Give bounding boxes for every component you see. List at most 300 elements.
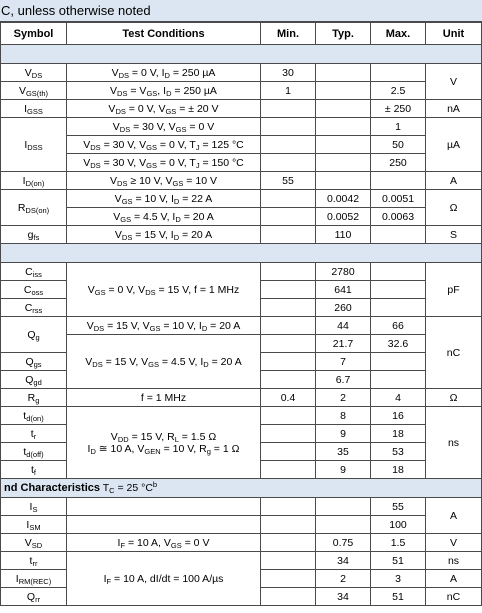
symbol-cell [1,100,67,118]
subscript-text: oss [31,287,44,297]
table-row-trr [1,552,482,570]
text-fragment: Q [27,328,36,341]
subscript-text: rss [32,305,43,315]
symbol-cell [1,353,67,371]
condition-cell [67,335,261,389]
text-fragment: = 0 V, T [156,138,196,151]
text-fragment: V [24,536,32,549]
min-cell [261,136,316,154]
text-fragment: C [24,301,33,314]
text-fragment: I [15,572,19,585]
max-cell: 32.6 [371,335,426,353]
text-fragment: R [27,391,36,404]
electrical-specifications-table [0,22,482,606]
symbol-cell [1,534,67,552]
text-fragment: = 0 V [186,120,215,133]
subscript-text: D [90,446,96,456]
text-fragment: = V [127,84,147,97]
text-fragment: = 15 V, R [128,430,175,443]
subscript-text: r [33,431,37,441]
condition-cell [67,226,261,244]
text-fragment: I [117,536,121,549]
subscript-text: rr [35,594,41,604]
table-row-rdson-2 [1,208,482,226]
condition-cell [67,317,261,335]
subscript-text: iss [32,269,42,279]
text-fragment: = 25 °C [114,482,153,494]
min-cell [261,371,316,389]
min-cell [261,226,316,244]
subscript-text: DS [31,70,43,80]
subscript-text: RM(REC) [18,576,52,586]
symbol-cell [1,516,67,534]
text-fragment: V [113,210,121,223]
subscript-text: d(off) [26,449,44,459]
symbol-cell [1,190,67,226]
text-fragment: V [114,192,122,205]
subscript-text: GS [121,196,133,206]
subscript-text: DS [145,287,156,297]
subscript-text: DS [115,106,126,116]
symbol-cell [1,64,67,82]
subscript-text: GS [120,214,132,224]
typ-cell [316,172,371,190]
text-fragment: R [17,201,26,214]
typ-cell: 641 [316,281,371,299]
typ-cell: 0.0052 [316,208,371,226]
table-row-idss-2 [1,136,482,154]
table-row-idon [1,172,482,190]
unit-cell: nA [426,100,482,118]
min-cell [261,534,316,552]
text-fragment: V [114,228,122,241]
text-fragment: V [86,319,94,332]
col-header-unit: Unit [426,23,482,45]
text-fragment: g [27,228,34,241]
typ-cell [316,498,371,516]
text-fragment: = 20 A [179,228,213,241]
table-row-igss [1,100,482,118]
subscript-text: gd [33,377,42,387]
min-cell [261,317,316,335]
subscript-text: gs [33,359,42,369]
text-fragment: = 0 V, I [129,66,165,79]
subscript-text: J [195,160,200,170]
text-fragment: V [18,84,26,97]
min-cell [261,263,316,281]
text-fragment: = 30 V, V [100,138,147,151]
max-cell [371,226,426,244]
text-fragment: V [111,66,119,79]
text-fragment: C [25,265,33,278]
subscript-text: g [206,446,211,456]
text-fragment: V [85,355,93,368]
spec-table-container [0,22,482,606]
symbol-cell [1,281,67,299]
max-cell [371,172,426,190]
text-fragment: t [29,554,33,567]
text-fragment: = 20 A [208,355,242,368]
min-cell [261,118,316,136]
text-fragment: nd Characteristics [4,482,100,494]
subscript-text: DS [118,70,130,80]
subscript-text: SD [31,540,43,550]
unit-cell: nC [426,317,482,389]
subscript-text: D [175,214,181,224]
symbol-cell [1,425,67,443]
text-fragment: V [110,430,118,443]
table-row-idss-1 [1,118,482,136]
condition-cell [67,263,261,317]
text-fragment: V [24,66,32,79]
symbol-cell [1,588,67,606]
min-cell [261,154,316,172]
min-cell [261,516,316,534]
text-fragment: Q [26,590,36,603]
table-row-rdson-1 [1,190,482,208]
condition-cell [67,552,261,606]
subscript-text: GSS [27,106,43,116]
max-cell [371,353,426,371]
text-fragment: I [24,102,28,115]
text-fragment: V [83,138,91,151]
subscript-text: D(on) [25,178,45,188]
symbol-cell [1,461,67,479]
unit-cell: A [426,498,482,534]
typ-cell: 110 [316,226,371,244]
condition-cell [67,100,261,118]
text-fragment: Q [25,355,34,368]
max-cell [371,299,426,317]
symbol-cell [1,263,67,281]
subscript-text: D [164,70,170,80]
symbol-cell [1,82,67,100]
superscript-text: b [152,480,158,489]
section-dynamic-title [1,244,482,263]
section-static-title [1,45,482,64]
min-cell [261,335,316,353]
text-fragment: V [83,156,91,169]
text-fragment: = 4.5 V, I [159,355,204,368]
text-fragment: t [30,463,34,476]
text-fragment: = 30 V, V [130,120,176,133]
typ-cell: 6.7 [316,371,371,389]
subscript-text: DS [121,232,133,242]
section-row-dynamic [1,244,482,263]
typ-cell: 2 [316,389,371,407]
unit-cell: nC [426,588,482,606]
text-fragment: = 0 V, T [156,156,196,169]
text-fragment: I [87,442,91,455]
min-cell [261,461,316,479]
min-cell [261,498,316,516]
text-fragment: t [23,409,27,422]
subscript-text: D [173,232,180,242]
condition-cell [67,64,261,82]
table-row-ciss [1,263,482,281]
max-cell: 51 [371,588,426,606]
typ-cell: 9 [316,425,371,443]
min-cell [261,407,316,425]
typ-cell: 7 [316,353,371,371]
subscript-text: DS [92,359,103,369]
symbol-cell [1,118,67,172]
caption-text: C, unless otherwise noted [1,3,151,18]
unit-cell: Ω [426,389,482,407]
text-fragment: = 10 A, dI/dt = 100 A/µs [111,572,224,585]
text-fragment: = 150 °C [199,156,244,169]
subscript-text: GS [94,287,106,297]
typ-cell [316,118,371,136]
subscript-text: g [35,395,40,405]
min-cell [261,100,316,118]
subscript-text: GS [148,359,160,369]
col-header-min: Min. [261,23,316,45]
subscript-text: rr [32,558,38,568]
max-cell: 0.0063 [371,208,426,226]
condition-cell [67,154,261,172]
subscript-text: GS [170,540,182,550]
symbol-cell [1,299,67,317]
text-fragment: V [112,120,120,133]
text-fragment: = 125 °C [199,138,244,151]
subscript-text: d(on) [26,413,44,423]
subscript-text: GEN [144,446,161,456]
text-fragment: ≅ 10 A, V [95,442,145,455]
table-row-vds [1,64,482,82]
subscript-text: g [35,332,40,342]
text-fragment: I [26,518,30,531]
text-fragment: = ± 20 V [176,102,219,115]
subscript-text: DS [119,124,131,134]
typ-cell [316,82,371,100]
text-fragment: = 10 V, I [160,319,202,332]
unit-cell: A [426,172,482,190]
subscript-text: S [32,504,38,514]
text-fragment: t [30,427,34,440]
condition-cell [67,172,261,190]
unit-cell: ns [426,552,482,570]
text-fragment: = 4.5 V, I [131,210,176,223]
col-header-max: Max. [371,23,426,45]
min-cell [261,588,316,606]
text-fragment: = 15 V, I [132,228,174,241]
text-fragment: = 15 V, f = 1 MHz [155,283,240,296]
subscript-text: GS [146,142,157,152]
condition-cell [67,190,261,208]
typ-cell: 8 [316,407,371,425]
min-cell: 55 [261,172,316,190]
typ-cell [316,100,371,118]
table-row-vgsth [1,82,482,100]
text-fragment: = 15 V, V [104,319,150,332]
max-cell [371,263,426,281]
text-fragment: = 22 A [179,192,213,205]
typ-cell [316,516,371,534]
min-cell: 0.4 [261,389,316,407]
condition-cell [67,82,261,100]
typ-cell [316,154,371,172]
text-fragment: = 0 V, V [105,283,146,296]
unit-cell: A [426,570,482,588]
unit-cell: V [426,64,482,100]
max-cell: 4 [371,389,426,407]
switching-condition-line-2 [68,443,259,455]
text-fragment: V [110,84,118,97]
max-cell [371,371,426,389]
typ-cell [316,64,371,82]
text-fragment: = 0 V, V [125,102,166,115]
subscript-text: GS [149,323,161,333]
symbol-cell [1,172,67,190]
text-fragment: V [108,102,116,115]
max-cell: 100 [371,516,426,534]
text-fragment: = 250 µA [171,84,217,97]
symbol-cell [1,389,67,407]
max-cell: 1 [371,118,426,136]
text-fragment: = 15 V, V [102,355,149,368]
min-cell [261,190,316,208]
text-fragment: = 20 A [207,319,241,332]
max-cell: 18 [371,425,426,443]
max-cell: 50 [371,136,426,154]
subscript-text: GS [146,88,158,98]
text-fragment: I [29,500,33,513]
subscript-text: L [174,434,179,444]
typ-cell: 44 [316,317,371,335]
typ-cell: 9 [316,461,371,479]
condition-cell [67,136,261,154]
subscript-text: GS [146,160,157,170]
max-cell: 18 [371,461,426,479]
text-fragment: = 0 V [181,536,210,549]
typ-cell: 2780 [316,263,371,281]
text-fragment: = 10 V [183,174,217,187]
symbol-cell [1,443,67,461]
condition-cell [67,498,261,516]
subscript-text: GS [172,178,184,188]
min-cell [261,443,316,461]
subscript-text: DSS [27,142,43,152]
min-cell [261,299,316,317]
subscript-text: C [109,486,115,495]
condition-cell: f = 1 MHz [67,389,261,407]
text-fragment: , I [157,84,167,97]
subscript-text: DD [117,434,129,444]
symbol-cell [1,226,67,244]
table-row-vsd [1,534,482,552]
typ-cell [316,136,371,154]
symbol-cell [1,407,67,425]
max-cell: 3 [371,570,426,588]
text-fragment: = 30 V, V [100,156,147,169]
subscript-text: GS [165,106,177,116]
max-cell: 1.5 [371,534,426,552]
typ-cell: 0.0042 [316,190,371,208]
switching-condition-line-1 [68,431,259,443]
symbol-cell [1,317,67,353]
subscript-text: D [166,88,172,98]
subscript-text: DS(on) [25,205,50,215]
unit-cell: S [426,226,482,244]
min-cell [261,353,316,371]
col-header-typ: Typ. [316,23,371,45]
typ-cell: 35 [316,443,371,461]
text-fragment: Q [25,373,34,386]
max-cell: 250 [371,154,426,172]
text-fragment: t [23,445,27,458]
max-cell: 51 [371,552,426,570]
condition-cell [67,534,261,552]
table-row-ism [1,516,482,534]
max-cell [371,64,426,82]
subscript-text: fs [33,232,40,242]
col-header-test-conditions: Test Conditions [67,23,261,45]
text-fragment: = 20 A [180,210,214,223]
condition-cell [67,118,261,136]
text-fragment: V [87,283,95,296]
max-cell: 55 [371,498,426,516]
subscript-text: F [120,540,126,550]
table-row-rg [1,389,482,407]
subscript-text: f [33,467,36,477]
table-row-is [1,498,482,516]
symbol-cell [1,570,67,588]
subscript-text: GS [175,124,187,134]
section-row-drain-source [1,479,482,498]
max-cell: 66 [371,317,426,335]
table-row-idss-3 [1,154,482,172]
text-fragment: I [103,572,107,585]
min-cell [261,425,316,443]
max-cell: 16 [371,407,426,425]
subscript-text: GS(th) [25,88,49,98]
symbol-cell [1,552,67,570]
condition-cell [67,407,261,479]
condition-cell [67,516,261,534]
subscript-text: DS [90,160,101,170]
subscript-text: D [201,323,208,333]
text-fragment: C [23,283,32,296]
text-fragment: I [22,174,26,187]
unit-cell: Ω [426,190,482,226]
min-cell [261,208,316,226]
typ-cell: 34 [316,588,371,606]
typ-cell: 34 [316,552,371,570]
max-cell: ± 250 [371,100,426,118]
max-cell: 53 [371,443,426,461]
typ-cell: 2 [316,570,371,588]
min-cell [261,570,316,588]
typ-cell: 21.7 [316,335,371,353]
max-cell: 2.5 [371,82,426,100]
typ-cell: 260 [316,299,371,317]
subscript-text: D [173,196,180,206]
text-fragment: = 10 V, I [132,192,174,205]
subscript-text: DS [117,88,128,98]
text-fragment: I [24,138,28,151]
symbol-cell [1,371,67,389]
text-fragment: = 1.5 Ω [178,430,217,443]
min-cell [261,552,316,570]
subscript-text: SM [29,522,41,532]
max-cell [371,281,426,299]
text-fragment: = 250 µA [169,66,216,79]
unit-cell: µA [426,118,482,172]
min-cell: 30 [261,64,316,82]
table-row-tdon [1,407,482,425]
subscript-text: DS [117,178,128,188]
